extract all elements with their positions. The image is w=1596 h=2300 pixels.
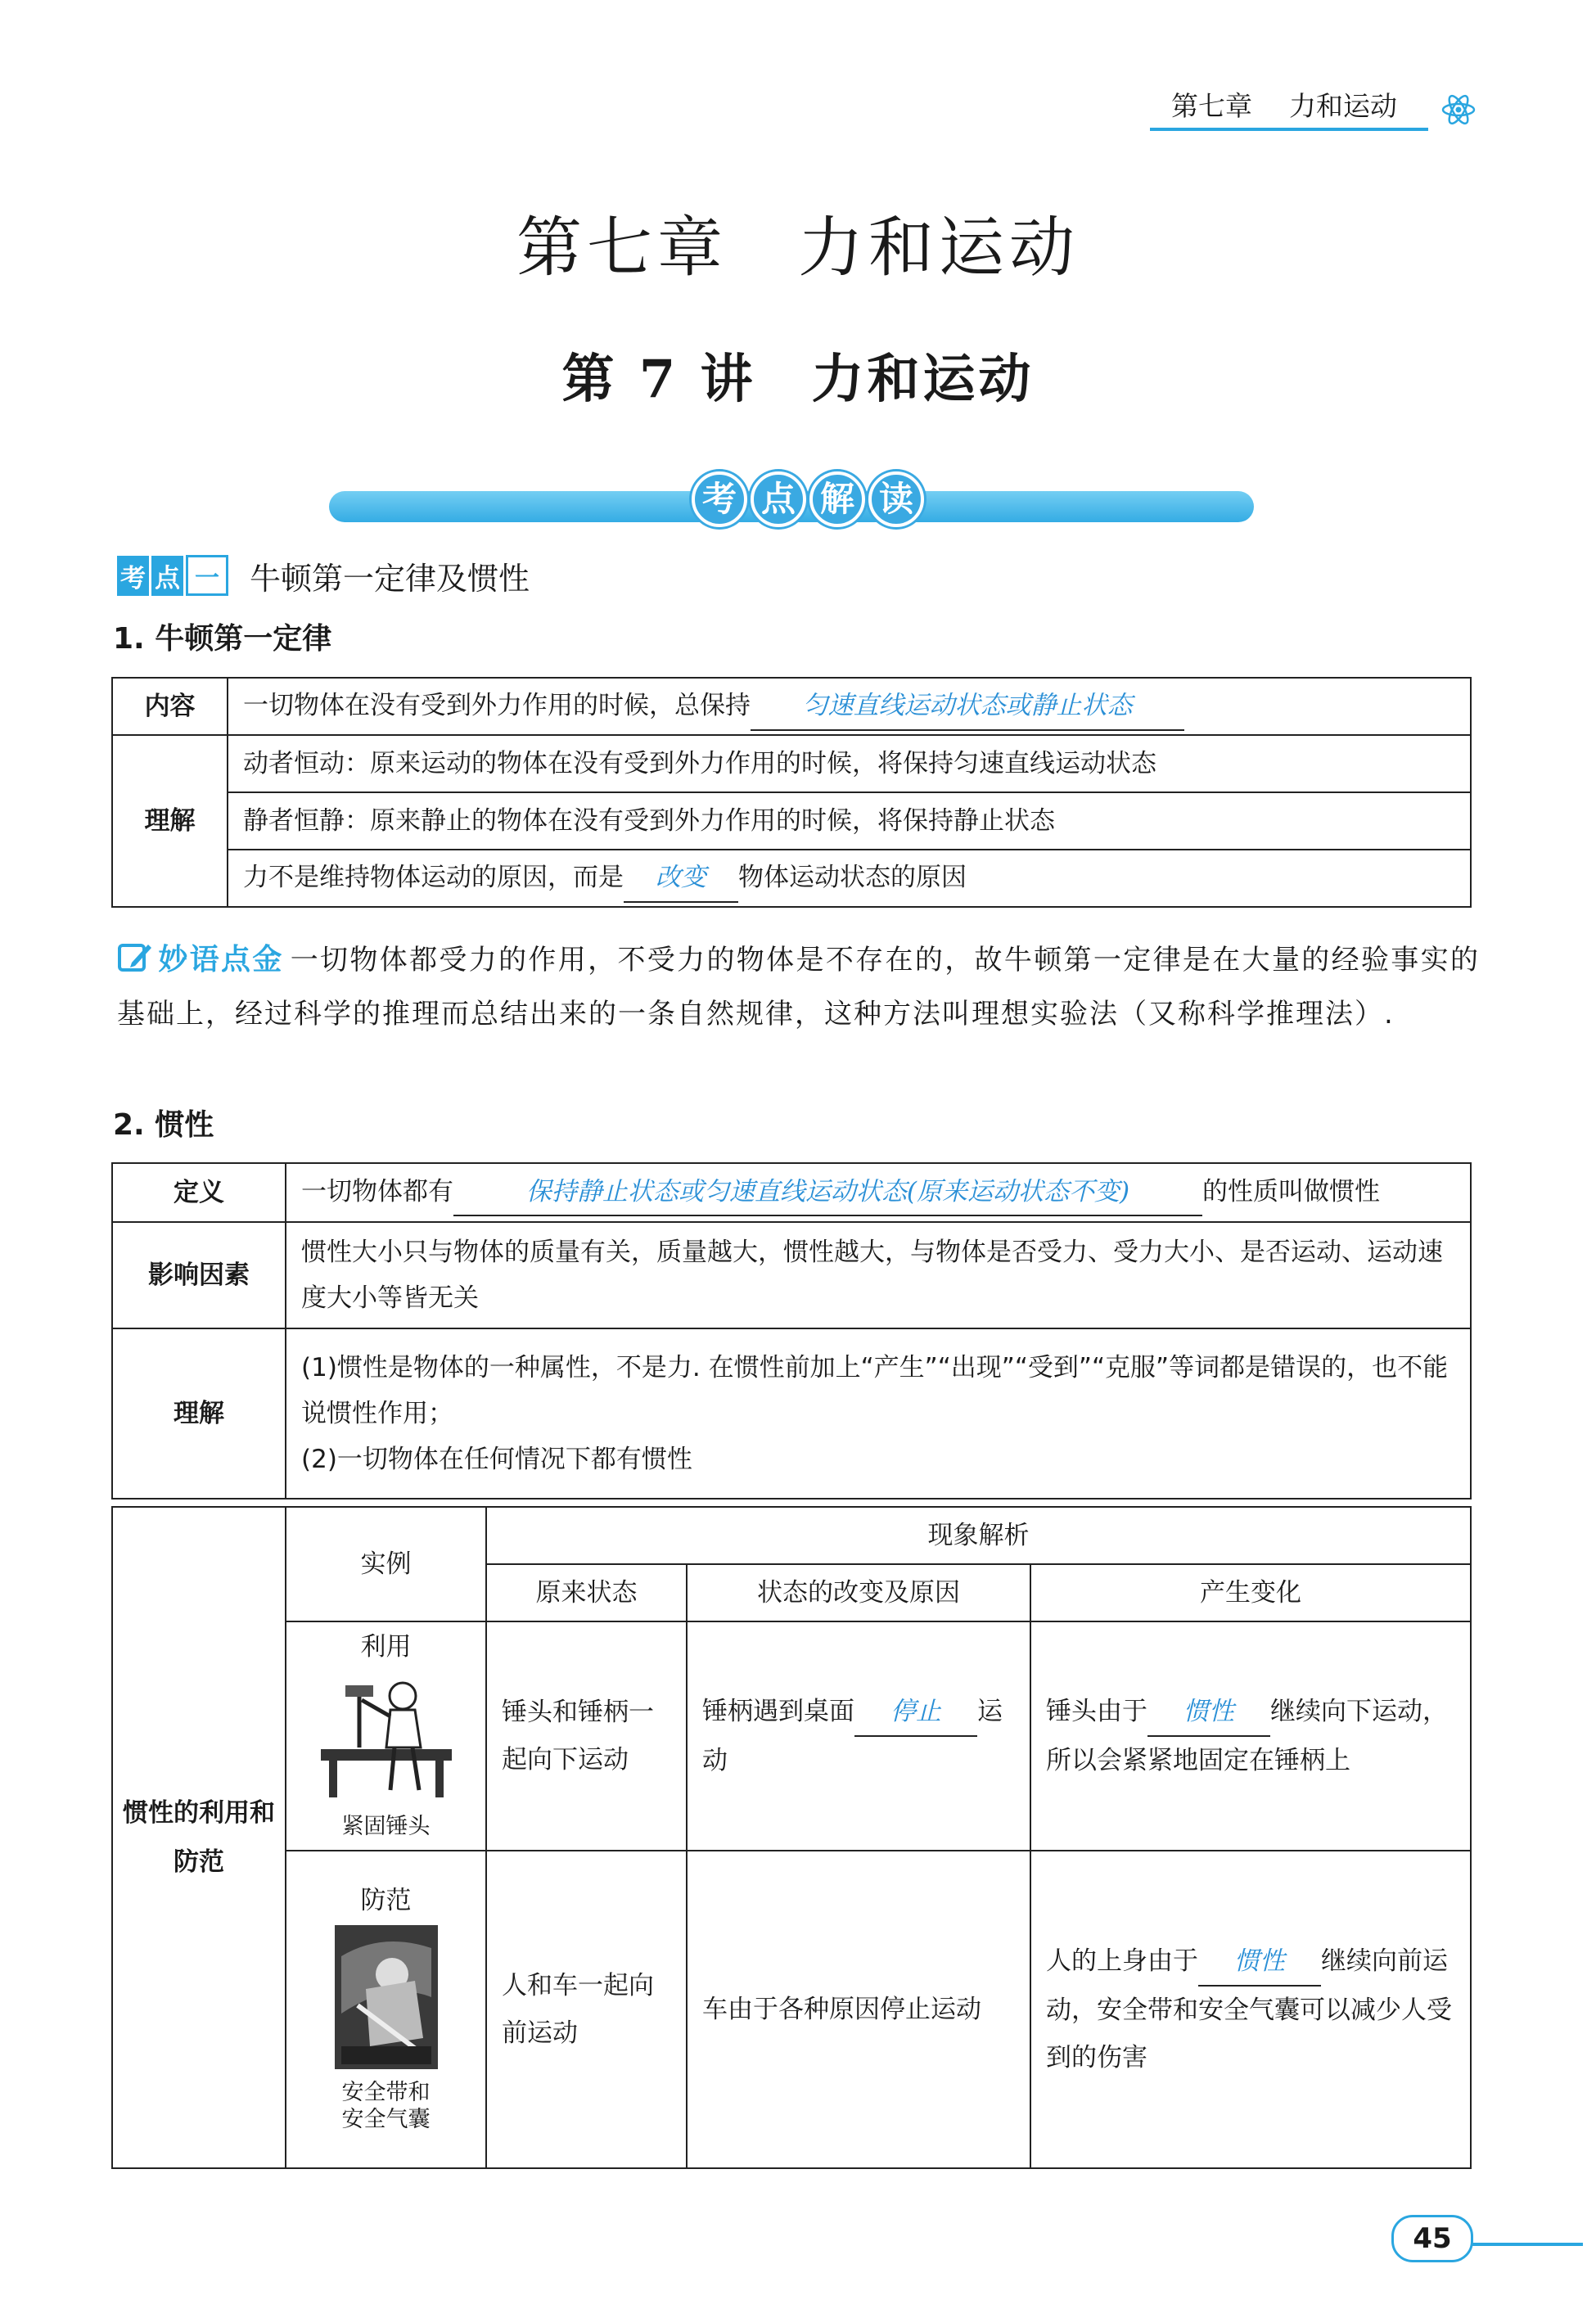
example-name: 防范 (360, 1886, 412, 1915)
kaodian-title: 牛顿第一定律及惯性 (250, 560, 530, 597)
table-cell (286, 1163, 1471, 1222)
header-cell: 实例 (286, 1507, 486, 1621)
table-row (112, 1222, 1471, 1328)
table-cell: 静者恒静：原来静止的物体在没有受到外力作用的时候，将保持静止状态 (228, 792, 1471, 850)
table-cell: 锤头和锤柄一起向下运动 (486, 1621, 687, 1851)
cell-text: 继续向前运动，安全带和安全气囊可以减少人受到的伤害 (1046, 1946, 1452, 2072)
row-label: 理解 (112, 735, 228, 907)
row-label: 影响因素 (112, 1222, 286, 1328)
example-cell (286, 1621, 486, 1851)
table-row (112, 1163, 1471, 1222)
table-row (112, 1507, 1471, 1564)
answer-fill: 改变 (624, 854, 738, 903)
row-label: 定义 (112, 1163, 286, 1222)
table-cell: 人和车一起向前运动 (486, 1851, 687, 2168)
running-header (1150, 80, 1428, 131)
table-cell (286, 1328, 1471, 1499)
header-cell: 状态的改变及原因 (687, 1564, 1030, 1621)
cell-text: 锤柄遇到桌面 (702, 1697, 854, 1726)
table-cell: 动者恒动：原来运动的物体在没有受到外力作用的时候，将保持匀速直线运动状态 (228, 735, 1471, 792)
table-row (112, 850, 1471, 907)
section-2-heading: 2. 惯性 (113, 1108, 214, 1142)
banner-char: 考 (692, 471, 747, 527)
atom-icon (1440, 92, 1477, 128)
inertia-use-table (111, 1506, 1472, 2169)
cell-text: 运动 (702, 1697, 1003, 1775)
table-row (112, 1328, 1471, 1499)
inertia-table (111, 1162, 1472, 1500)
hammer-illustration-icon (313, 1667, 460, 1806)
header-cell: 产生变化 (1030, 1564, 1471, 1621)
banner-char: 读 (868, 471, 924, 527)
cell-text: 一切物体都有 (301, 1177, 453, 1206)
running-header-title: 力和运动 (1289, 90, 1397, 122)
example-caption: 安全带和 (341, 2079, 431, 2105)
cell-text: 锤头由于 (1046, 1697, 1147, 1726)
example-caption: 紧固锤头 (341, 1813, 431, 1839)
cell-text: 的性质叫做惯性 (1202, 1177, 1380, 1206)
header-cell: 原来状态 (486, 1564, 687, 1621)
tip-label: 妙语点金 (158, 943, 284, 976)
tip-note (117, 933, 1480, 1041)
answer-fill: 惯性 (1198, 1937, 1321, 1987)
example-caption: 安全气囊 (341, 2107, 431, 2133)
table-cell (687, 1621, 1030, 1851)
row-label: 惯性的利用和防范 (112, 1507, 286, 2168)
cell-text: 人的上身由于 (1046, 1946, 1198, 1976)
cell-text: (1)惯性是物体的一种属性，不是力. 在惯性前加上“产生”“出现”“受到”“克服”等词都是错误的，也不能说惯性作用； (301, 1353, 1449, 1428)
page-number-line (1468, 2243, 1583, 2246)
answer-fill: 惯性 (1147, 1688, 1270, 1737)
example-cell (286, 1851, 486, 2168)
cell-text: 物体运动状态的原因 (738, 863, 967, 892)
cell-text: 一切物体在没有受到外力作用的时候，总保持 (243, 691, 751, 720)
newton-law-table (111, 677, 1472, 908)
banner-char: 点 (751, 471, 806, 527)
example-name: 利用 (360, 1631, 412, 1662)
header-cell: 现象解析 (486, 1507, 1471, 1564)
car-airbag-illustration-icon (333, 1923, 440, 2071)
cell-text: 力不是维持物体运动的原因，而是 (243, 863, 624, 892)
table-cell: 车由于各种原因停止运动 (687, 1851, 1030, 2168)
lecture-title: 第 7 讲 力和运动 (561, 349, 1035, 410)
cell-text: (2)一切物体在任何情况下都有惯性 (301, 1445, 692, 1474)
table-cell (228, 850, 1471, 907)
table-cell: 惯性大小只与物体的质量有关，质量越大，惯性越大，与物体是否受力、受力大小、是否运动、运动速度大小等皆无关 (286, 1222, 1471, 1328)
cell-text: 继续向下运动，所以会紧紧地固定在锤柄上 (1046, 1697, 1448, 1775)
kaodian-heading (117, 555, 530, 596)
row-label: 内容 (112, 678, 228, 735)
kaodian-badge-2: 点 (151, 556, 183, 596)
answer-fill: 匀速直线运动状态或静止状态 (751, 682, 1184, 731)
kaodian-number: 一 (186, 555, 228, 596)
pencil-note-icon (117, 941, 153, 974)
table-row (112, 678, 1471, 735)
answer-fill: 停止 (854, 1688, 977, 1737)
kaodian-badge-1: 考 (117, 556, 149, 596)
table-cell (1030, 1621, 1471, 1851)
tip-text: 一切物体都受力的作用，不受力的物体是不存在的，故牛顿第一定律是在大量的经验事实的基础上，经过科学的推理而总结出来的一条自然规律，这种方法叫理想实验法（又称科学推理法）. (117, 944, 1480, 1030)
section-banner (692, 465, 924, 530)
row-label: 理解 (112, 1328, 286, 1499)
table-row (112, 792, 1471, 850)
running-header-chapter: 第七章 (1171, 90, 1252, 122)
table-cell (228, 678, 1471, 735)
table-row (112, 1851, 1471, 2168)
banner-char: 解 (809, 471, 865, 527)
page-number: 45 (1391, 2215, 1473, 2262)
table-row (112, 735, 1471, 792)
table-cell (1030, 1851, 1471, 2168)
table-row (112, 1621, 1471, 1851)
chapter-title: 第七章 力和运动 (516, 210, 1080, 286)
section-1-heading: 1. 牛顿第一定律 (113, 622, 332, 656)
answer-fill: 保持静止状态或匀速直线运动状态(原来运动状态不变) (453, 1169, 1202, 1216)
